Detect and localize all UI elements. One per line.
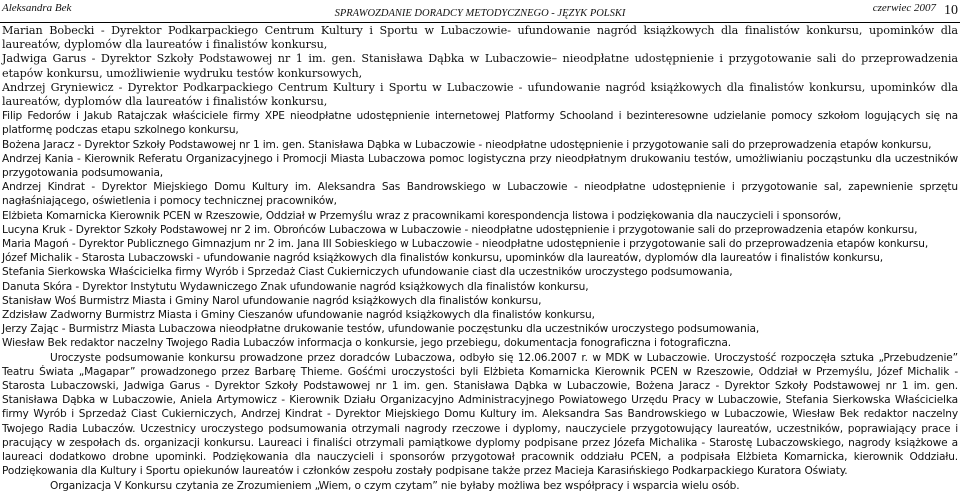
sponsor-entry-magon: Maria Magoń - Dyrektor Publicznego Gimnazjum nr 2 im. Jana III Sobieskiego w Lubaczowie - nieodpłatne udostępnienie i przygotowanie sali do przeprowadzenia etapów konkursu, (2, 238, 929, 251)
sponsor-entry-garus: Jadwiga Garus - Dyrektor Szkoły Podstawowej nr 1 im. gen. Stanisława Dąbka w Lubaczowie– nieodpłatne udostępnienie i przygotowanie sali do przeprowadzenia etapów konkursu, umożliwienie wydruku testów konkursowych, (2, 52, 958, 80)
sponsor-entry-jaracz: Bożena Jaracz - Dyrektor Szkoły Podstawowej nr 1 im. gen. Stanisława Dąbka w Lubaczowie - nieodpłatne udostępnienie i przygotowanie sali do przeprowadzenia etapów konkursu, (2, 138, 932, 151)
sponsor-entry-gryniewicz: Andrzej Gryniewicz - Dyrektor Podkarpackiego Centrum Kultury i Sportu w Lubaczowie - ufundowanie nagród książkowych dla finalistów konkursu, upominków dla laureatów, dyplomów dla laureatów i finalistów konkursu, (2, 80, 958, 109)
sponsor-entry-zajac: Jerzy Zając - Burmistrz Miasta Lubaczowa nieodpłatne drukowanie testów, ufundowanie poczęstunku dla uczestników uroczystego podsumowania, (2, 323, 760, 336)
sponsor-entry-skora: Danuta Skóra - Dyrektor Instytutu Wydawniczego Znak ufundowanie nagród książkowych dla finalistów konkursu, (2, 280, 589, 293)
header-title: SPRAWOZDANIE DORADCY METODYCZNEGO - JĘZYK POLSKI (334, 8, 626, 19)
header-date: czerwiec 2007 (872, 2, 936, 14)
summary-paragraph: Uroczyste podsumowanie konkursu prowadzone przez doradców Lubaczowa, odbyło się 12.06.2007 r. w MDK w Lubaczowie. Uroczystość rozpoczęła sztuka „Przebudzenie” Teatru Świata „Magapar” prowadzonego przez Barbarę Thieme. Gośćmi uroczystości byli Elżbieta Komarnicka Kierownik PCEN w Rzeszowie, Oddział w Przemyślu, Józef Michalik - Starosta Lubaczowski, Jadwiga Garus - Dyrektor Szkoły Podstawowej nr 1 im. gen. Stanisława Dąbka w Lubaczowie, Bożena Jaracz - Dyrektor Szkoły Podstawowej nr 1 im. gen. Stanisława Dąbka w Lubaczowie, Aniela Artymowicz - Kierownik Działu Organizacyjno Administracyjnego Powiatowego Urzędu Pracy w Lubaczowie, Stefania Sierkowska Właścicielka firmy Wyrób i Sprzedaż Ciast Cukierniczych, Andrzej Kindrat - Dyrektor Miejskiego Domu Kultury im. Aleksandra Sas Bandrowskiego w Lubaczowie, Wiesław Bek redaktor naczelny Twojego Radia Lubaczów. Uczestnicy uroczystego podsumowania otrzymali nagrody rzeczowe i dyplomy, nauczyciele przygotowujący laureatów, uczestników, poprawiający prace i pracujący w zespołach ds. organizacji konkursu. Laureaci i finaliści otrzymali pamiątkowe dyplomy podpisane przez Józefa Michalika - Starostę Lubaczowskiego, nagrody książkowe a laureaci dodatkowo drobne upominki. Podziękowania dla nauczycieli i sponsorów przygotował pracownik oddziału PCEN, a podpisała Elżbieta Komarnicka, kierownik Oddziału. Podziękowania dla Kultury i Sportu opiekunów laureatów i członków zespołu zostały podpisane także przez Macieja Karasińskiego Podkarpackiego Kuratora Oświaty. (2, 351, 958, 478)
sponsor-entry-komarnicka: Elżbieta Komarnicka Kierownik PCEN w Rzeszowie, Oddział w Przemyślu wraz z pracownikami korespondencja listowa i podziękowania dla nauczycieli i sponsorów, (2, 209, 842, 222)
closing-paragraph: Organizacja V Konkursu czytania ze Zrozumieniem „Wiem, o czym czytam” nie byłaby możliwa bez współpracy i wsparcia wielu osób. (50, 479, 740, 492)
document-body (0, 23, 960, 493)
header-author: Aleksandra Bek (2, 2, 72, 14)
sponsor-entry-kindrat: Andrzej Kindrat - Dyrektor Miejskiego Domu Kultury im. Aleksandra Sas Bandrowskiego w Lubaczowie - nieodpłatne udostępnienie i przygotowanie sal, zapewnienie sprzętu nagłaśniającego, oświetlenia i pomocy technicznej pracowników, (2, 181, 958, 208)
sponsor-entry-kania: Andrzej Kania - Kierownik Referatu Organizacyjnego i Promocji Miasta Lubaczowa pomoc logistyczna przy nieodpłatnym drukowaniu testów, umożliwianiu począstunku dla uczestników przygotowania podsumowania, (2, 152, 958, 180)
sponsor-entry-fedorow: Filip Fedorów i Jakub Ratajczak właściciele firmy XPE nieodpłatne udostępnienie internetowej Platformy Schooland i bezinteresowne udzielanie pomocy szkołom logujących się na platformę podczas etapu szkolnego konkursu, (2, 110, 958, 137)
sponsor-entry-bek: Wiesław Bek redaktor naczelny Twojego Radia Lubaczów informacja o konkursie, jego przebiegu, dokumentacja fonograficzna i fotograficzna. (2, 337, 731, 350)
sponsor-entry-zadworny: Zdzisław Zadworny Burmistrz Miasta i Gminy Cieszanów ufundowanie nagród książkowych dla finalistów konkursu, (2, 309, 595, 322)
sponsor-entry-kruk: Lucyna Kruk - Dyrektor Szkoły Podstawowej nr 2 im. Obrońców Lubaczowa w Lubaczowie - nieodpłatne udostępnienie i przygotowanie sali do przeprowadzenia etapów konkursu, (2, 223, 918, 236)
sponsor-entry-michalik: Józef Michalik - Starosta Lubaczowski - ufundowanie nagród książkowych dla finalistów konkursu, upominków dla laureatów, dyplomów dla laureatów i finalistów konkursu, (2, 252, 883, 265)
sponsor-entry-sierkowska: Stefania Sierkowska Właścicielka firmy Wyrób i Sprzedaż Ciast Cukierniczych ufundowanie ciast dla uczestników uroczystego podsumowania, (2, 266, 733, 279)
page-number: 10 (944, 3, 958, 18)
sponsor-entry-bobecki: Marian Bobecki - Dyrektor Podkarpackiego Centrum Kultury i Sportu w Lubaczowie- ufundowanie nagród książkowych dla finalistów konkursu, upominków dla laureatów, dyplomów dla laureatów i finalistów konkursu, (2, 24, 958, 52)
sponsor-entry-wos: Stanisław Woś Burmistrz Miasta i Gminy Narol ufundowanie nagród książkowych dla finalistów konkursu, (2, 294, 542, 307)
page-header (0, 0, 960, 23)
